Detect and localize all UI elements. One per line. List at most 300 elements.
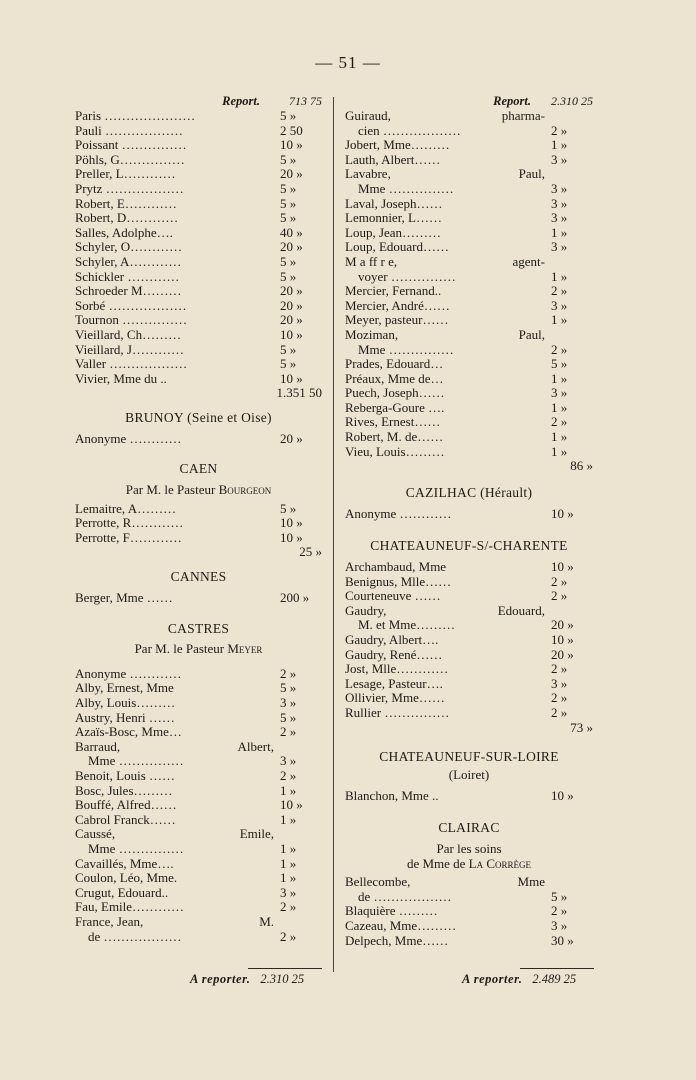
donor-amount: 1 » [280,855,297,871]
donor-name: Preller, L………… [75,167,176,182]
donor-name: Salles, Adolphe…. [75,225,173,240]
donor-name: de ……………… [88,929,182,944]
donor-name: Bosc, Jules……… [75,783,173,798]
donor-amount: 20 » [551,646,574,662]
donor-amount: 1 » [551,443,568,459]
left-column [75,94,322,944]
donor-name-start [75,740,280,755]
donor-name: Robert, M. de…… [345,430,444,445]
donor-amount: 5 » [280,500,297,516]
donor-row [75,357,322,372]
donor-amount: 3 » [551,151,568,167]
donor-amount: 5 » [280,180,297,196]
donor-row [345,415,593,430]
donor-amount: 2 » [280,767,297,783]
donor-row [75,871,322,886]
donor-amount: 10 » [551,505,574,521]
donor-amount: 1 » [551,268,568,284]
donor-name: Alby, Ernest, Mme [75,681,174,696]
donor-row-continued [75,754,322,769]
donor-row [345,197,593,212]
donor-name: Poissant …………… [75,138,187,153]
name-part: M a ff r e, [345,254,398,269]
donor-row [75,343,322,358]
donor-name: Paris ………………… [75,109,196,123]
donor-row [75,153,322,168]
donor-name: Austry, Henri …… [75,710,175,725]
donor-name: Blaquière ……… [345,904,438,919]
caen-collector [75,483,322,498]
collector-prefix: de Mme de [406,855,469,871]
donor-name: Pöhls, G…………… [75,152,185,167]
donor-name: Crugut, Edouard.. [75,885,169,900]
name-part: Paul, [518,167,545,182]
donor-name: Cazeau, Mme……… [345,918,457,933]
name-part: Edouard, [497,603,545,618]
donor-name: Gaudry, René…… [345,647,443,662]
donor-amount: 10 » [551,632,574,647]
donor-amount: 30 » [551,932,574,948]
donor-amount: 5 » [280,268,297,284]
donor-name-start [345,167,551,182]
caen-total: 25 » [299,544,322,560]
donor-name: Vieillard, J………… [75,342,184,357]
donor-name: cien ……………… [358,123,461,138]
donor-amount: 2 » [280,899,297,915]
donor-row [75,240,322,255]
donor-row [345,138,593,153]
donor-row [345,401,593,416]
donor-row [75,432,322,447]
report-label: Report. [493,94,531,108]
donor-row [75,798,322,813]
donor-amount: 1 » [551,224,568,240]
donor-row-start [345,875,593,890]
collector-name: Meyer [227,641,263,657]
donor-row [75,226,322,241]
donor-name: Anonyme ………… [75,431,182,446]
donor-amount: 2 » [280,665,297,681]
donor-row [345,919,593,934]
donor-name: Laval, Joseph…… [345,196,443,211]
donor-row [75,211,322,226]
donor-row [75,299,322,314]
donor-amount: 20 » [280,430,303,446]
donor-name: Mme …………… [88,841,184,856]
donor-amount: 10 » [280,137,303,153]
section-heading-castres: CASTRES [167,620,230,636]
donor-amount: 2 » [551,414,568,430]
donor-row [75,109,322,124]
donor-row [75,255,322,270]
donor-amount: 3 » [280,695,297,710]
donor-name: Robert, D………… [75,211,179,226]
donor-row [345,575,593,590]
donor-amount: 5 » [280,195,297,211]
donor-amount: 5 » [551,356,568,372]
donor-row [75,328,322,343]
donor-amount: 20 » [280,312,303,328]
donor-row-start [345,255,593,270]
total-rule [520,968,594,969]
donor-name: Archambaud, Mme [345,560,447,575]
name-part: agent- [512,254,545,269]
donor-row [345,589,593,604]
donor-row-start [75,915,322,930]
donor-name: Berger, Mme …… [75,591,173,606]
donor-row [345,313,593,328]
donor-row [345,284,593,299]
donor-amount: 20 » [280,297,303,313]
donor-row-start [345,604,593,619]
donor-name: M. et Mme……… [358,618,456,633]
donor-row [75,857,322,872]
donor-row-continued [345,270,593,285]
donor-name-start [345,255,551,270]
donor-name-start [345,328,551,343]
name-part: Caussé, [75,827,116,842]
donor-row [75,182,322,197]
donor-name: Ollivier, Mme…… [345,691,445,706]
donor-row-continued [345,618,593,633]
donor-amount: 5 » [280,356,297,372]
donor-name: Bouffé, Alfred…… [75,798,177,813]
donor-name: Gaudry, Albert…. [345,633,439,647]
section-subheading-loiret: (Loiret) [448,767,490,783]
donor-row [345,633,593,648]
donor-name: Cavaillés, Mme…. [75,856,174,871]
donor-name: Mme …………… [88,754,184,769]
donor-amount: 5 » [551,888,568,904]
donor-row [345,153,593,168]
donor-amount: 3 » [551,917,568,933]
donor-name: Mercier, Fernand.. [345,284,442,299]
total-rule [248,968,322,969]
donor-name: Perrotte, F………… [75,530,182,545]
donor-row [345,507,593,522]
name-part: Bellecombe, [345,875,411,890]
donor-name: Anonyme ………… [345,506,452,521]
donor-row [345,386,593,401]
donor-row [345,691,593,706]
donor-name: Perrotte, R………… [75,516,184,531]
donor-name: Pauli ……………… [75,123,183,138]
donor-row [75,531,322,546]
report-total: 2.310 25 [551,94,593,108]
donor-row [345,662,593,677]
donor-row [75,900,322,915]
donor-name: Mme …………… [358,181,454,196]
donor-amount: 3 » [551,297,568,313]
donor-row [345,357,593,372]
donor-name: de ……………… [358,889,452,904]
collector-prefix: Par M. le Pasteur [125,482,219,498]
donor-name: Sorbé ……………… [75,298,187,313]
name-part: Lavabre, [345,167,391,182]
collector-name: La Corrège [468,855,532,871]
donor-amount: 2 50 [280,122,303,138]
donor-row [75,681,322,696]
donor-row-start [75,827,322,842]
donor-name: Cabrol Franck…… [75,812,176,827]
clairac-collector-line1: Par les soins [436,840,502,856]
donor-name: Reberga-Goure …. [345,400,445,415]
donor-row [75,711,322,726]
name-part: Moziman, [345,327,399,342]
donor-row [345,648,593,663]
donor-amount: 3 » [551,180,568,196]
donor-amount: 10 » [280,370,303,386]
donor-row [75,516,322,531]
donor-name: Azaïs-Bosc, Mme… [75,725,182,740]
paris-donor-list [75,109,322,386]
donor-row [75,813,322,828]
donor-amount: 20 » [280,166,303,182]
castres-total: 86 » [570,458,593,474]
section-heading-cazilhac: CAZILHAC (Hérault) [405,485,533,501]
donor-row [75,313,322,328]
donor-amount: 2 » [551,661,568,677]
donor-row [345,560,593,575]
clairac-collector-line2 [345,857,593,872]
donor-name: Mme …………… [358,342,454,357]
donor-row [75,784,322,799]
donor-name: Vieillard, Ch……… [75,327,182,342]
donor-amount: 20 » [551,617,574,633]
donor-name: Fau, Emile………… [75,900,185,915]
name-part: M. [259,914,274,929]
donor-amount: 200 » [280,590,310,606]
donor-amount: 20 » [280,239,303,255]
donor-name: Robert, E………… [75,196,177,211]
donor-amount: 10 » [551,787,574,803]
donor-name: Vivier, Mme du .. [75,371,167,386]
donor-row [345,904,593,919]
donor-amount: 2 » [280,724,297,740]
donor-name: Lauth, Albert…… [345,152,441,167]
name-part: Gaudry, [345,603,387,618]
donor-amount: 5 » [280,253,297,269]
donor-row [75,667,322,682]
donor-name: Lemonnier, L…… [345,211,442,226]
donor-name-start [345,875,551,890]
donor-row [75,197,322,212]
donor-row [345,299,593,314]
carry-forward-footer [190,972,304,987]
name-part: Guiraud, [345,109,391,123]
donor-row-continued [345,890,593,905]
donor-amount: 2 » [551,122,568,138]
donor-row [75,372,322,387]
donor-row [345,211,593,226]
donor-name: Anonyme ………… [75,666,182,681]
donor-amount: 3 » [280,753,297,769]
donor-row [75,138,322,153]
donor-row [345,706,593,721]
donor-name: Préaux, Mme de… [345,371,444,386]
donor-name: Meyer, pasteur…… [345,313,449,328]
donor-amount: 1 » [551,429,568,445]
donor-name-start [345,109,551,124]
column-divider [333,97,334,972]
donor-row-start [75,740,322,755]
donor-amount: 2 » [551,588,568,604]
donor-amount: 1 » [280,811,297,827]
donor-row-continued [345,124,593,139]
donor-name: Schroeder M……… [75,284,182,299]
donor-row [75,696,322,711]
carry-forward-footer [462,972,576,987]
donor-name: voyer …………… [358,269,456,284]
donor-name: Benignus, Mlle…… [345,574,452,589]
donor-amount: 2 » [551,283,568,299]
donor-name-start [345,604,551,619]
donor-name: Loup, Edouard…… [345,240,449,255]
donor-row [345,372,593,387]
name-part: Mme [517,875,545,890]
donor-row [75,502,322,517]
donor-row [345,677,593,692]
donor-amount: 20 » [280,283,303,299]
donor-amount: 2 » [551,704,568,720]
donor-name: Puech, Joseph…… [345,386,445,401]
donor-name: Rives, Ernest…… [345,415,441,430]
reporter-label: A reporter. [190,972,251,986]
donor-name: Lemaitre, A……… [75,501,177,516]
donor-row [345,226,593,241]
castres-collector [75,642,322,657]
donor-amount: 5 » [280,151,297,167]
name-part: Barraud, [75,739,121,754]
reporter-total: 2.310 25 [260,972,305,986]
donor-name: Delpech, Mme…… [345,933,449,948]
report-label: Report. [222,94,260,108]
donor-amount: 2 » [551,573,568,589]
section-heading-caen: CAEN [179,461,218,477]
section-heading-chateauneuf-charente: CHATEAUNEUF-S/-CHARENTE [370,538,568,554]
donor-amount: 1 » [280,840,297,856]
donor-name: Lesage, Pasteur…. [345,676,443,691]
donor-name: Jost, Mlle………… [345,662,449,677]
chateauneuf-charente-total: 73 » [570,719,593,735]
donor-amount: 1 » [551,312,568,328]
donor-row-continued [75,842,322,857]
carried-forward-line [345,94,593,109]
donor-amount: 40 » [280,224,303,240]
donor-amount: 1 » [551,137,568,153]
donor-amount: 1 » [551,399,568,415]
donor-name-start [75,915,280,930]
name-part: France, Jean, [75,914,144,929]
name-part: Emile, [239,827,274,842]
reporter-label: A reporter. [462,972,523,986]
name-part: Paul, [518,327,545,342]
donor-row-start [345,328,593,343]
donor-amount: 10 » [280,529,303,545]
donor-amount: 5 » [280,108,297,123]
donor-amount: 3 » [551,195,568,211]
section-heading-cannes: CANNES [170,569,227,585]
collector-prefix: Par M. le Pasteur [134,641,228,657]
donor-amount: 3 » [551,385,568,401]
donor-amount: 5 » [280,210,297,226]
section-heading-brunoy: BRUNOY (Seine et Oise) [125,410,272,426]
donor-row [345,445,593,460]
donor-row-start [345,109,593,124]
section-heading-clairac: CLAIRAC [438,820,500,836]
donor-name: Prytz ……………… [75,181,184,196]
donor-name: Tournon …………… [75,313,188,328]
donor-amount: 3 » [551,239,568,255]
donor-name: Mercier, André…… [345,298,450,313]
donor-row [75,124,322,139]
donor-row-continued [345,182,593,197]
donor-row [345,430,593,445]
reporter-total: 2.489 25 [532,972,577,986]
donor-amount: 5 » [280,680,297,696]
donor-row-continued [345,343,593,358]
donor-name: Blanchon, Mme .. [345,788,439,803]
donor-row [75,769,322,784]
donor-name: Prades, Edouard… [345,357,444,372]
donor-amount: 2 » [551,903,568,919]
donor-name: Rullier …………… [345,705,450,720]
donor-amount: 5 » [280,709,297,725]
donor-amount: 3 » [551,210,568,226]
donor-amount: 10 » [280,326,303,342]
donor-name: Schyler, A………… [75,254,182,269]
donor-amount: 10 » [280,797,303,813]
page-number: — 51 — [315,53,381,72]
donor-name: Coulon, Léo, Mme. [75,871,178,886]
donor-amount: 5 » [280,341,297,357]
donor-amount: 10 » [551,559,574,575]
donor-amount: 10 » [280,515,303,531]
donor-name-start [75,827,280,842]
right-column [345,94,593,948]
donor-amount: 3 » [280,884,297,900]
donor-row [75,167,322,182]
donor-name: Schyler, O………… [75,240,183,255]
donor-name: Vieu, Louis……… [345,444,445,459]
donor-amount: 2 » [551,341,568,357]
paris-total: 1.351 50 [276,385,322,401]
donor-row [75,270,322,285]
donor-amount: 1 » [551,370,568,386]
donor-row [75,886,322,901]
name-part: pharma- [501,109,545,123]
donor-amount: 2 » [551,690,568,706]
donor-row [345,240,593,255]
donor-row [75,725,322,740]
donor-amount: 3 » [551,675,568,691]
report-total: 713 75 [289,94,322,108]
donor-name: Benoit, Louis …… [75,768,176,783]
donor-name: Schickler ………… [75,269,180,284]
donor-name: Courteneuve …… [345,589,441,604]
section-heading-chateauneuf-loire: CHATEAUNEUF-SUR-LOIRE [379,748,559,764]
donor-name: Loup, Jean……… [345,225,442,240]
donor-row [345,934,593,949]
donor-row-start [345,167,593,182]
donor-row [75,591,322,606]
donor-row [345,789,593,804]
donor-amount: 1 » [280,870,297,886]
name-part: Albert, [237,739,274,754]
carried-forward-line [75,94,322,109]
donor-name: Alby, Louis……… [75,696,176,710]
donor-row-continued [75,930,322,945]
